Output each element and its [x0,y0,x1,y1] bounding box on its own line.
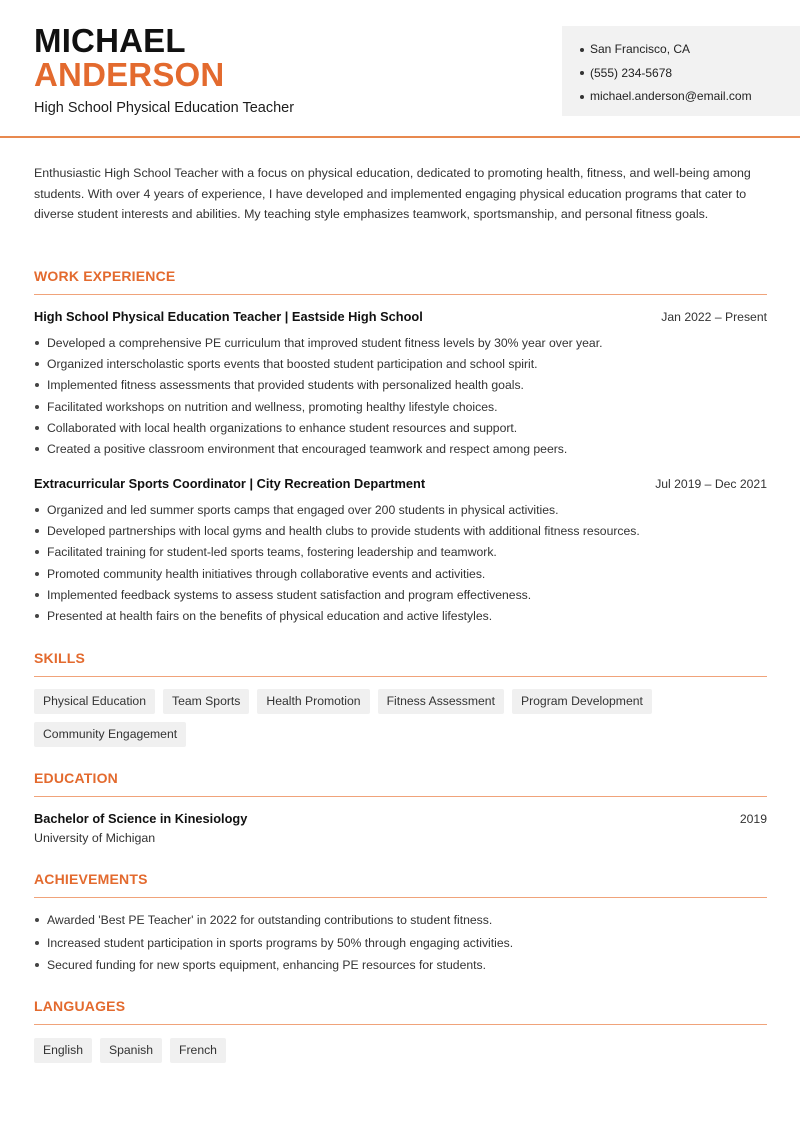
language-chip: Spanish [100,1038,162,1063]
list-item-text: Implemented feedback systems to assess student satisfaction and program effectiveness. [47,587,532,602]
education-header [34,811,767,826]
list-item-text: Presented at health fairs on the benefits of physical education and active lifestyles. [47,609,493,624]
list-item-text: Facilitated workshops on nutrition and wellness, promoting healthy lifestyle choices. [47,399,498,414]
bullet-icon [35,572,39,576]
bullet-icon [35,383,39,387]
list-item [34,954,774,977]
list-item-text: Promoted community health initiatives through collaborative events and activities. [47,566,486,581]
bullet-icon [35,918,39,922]
list-item-text: Organized interscholastic sports events that boosted student participation and school spirit. [47,356,538,371]
education-school: University of Michigan [34,831,156,845]
section-title-education: EDUCATION [34,770,118,786]
bullet-icon [35,550,39,554]
skill-chip: Fitness Assessment [378,689,504,714]
bullet-icon [35,963,39,967]
skill-chip: Physical Education [34,689,155,714]
list-item [34,605,774,626]
list-item-text: Organized and led summer sports camps that engaged over 200 students in physical activities. [47,502,559,517]
list-item-text: Developed partnerships with local gyms and health clubs to provide students with additional fitness resources. [47,523,640,538]
job-role: Extracurricular Sports Coordinator | City Recreation Department [34,476,426,491]
bullet-icon [35,447,39,451]
bullet-icon [35,941,39,945]
list-item-text: Secured funding for new sports equipment, enhancing PE resources for students. [47,958,487,973]
achievements-list [34,909,774,977]
list-item-text: Increased student participation in sports programs by 50% through engaging activities. [47,935,514,950]
bullet-icon [35,362,39,366]
bullet-icon [35,614,39,618]
list-item [34,332,774,353]
bullet-icon [35,508,39,512]
list-item [34,417,774,438]
bullet-icon [35,426,39,430]
list-item [34,353,774,374]
section-title-languages: LANGUAGES [34,998,126,1014]
list-item-text: Created a positive classroom environment that encouraged teamwork and respect among peers. [47,442,568,457]
resume-header [0,0,800,138]
first-name: MICHAEL [34,22,186,59]
section-divider [34,796,767,797]
list-item [34,909,774,932]
skill-chip: Community Engagement [34,722,186,747]
contact-location-text: San Francisco, CA [590,42,691,57]
list-item-text: Developed a comprehensive PE curriculum that improved student fitness levels by 30% year over year. [47,335,603,350]
job-role: High School Physical Education Teacher | Eastside High School [34,309,423,324]
education-year: 2019 [739,812,767,826]
job-header [34,476,767,491]
skill-chip: Team Sports [163,689,249,714]
list-item-text: Collaborated with local health organizations to enhance student resources and support. [47,420,518,435]
list-item [34,438,774,459]
list-item-text: Facilitated training for student-led sports teams, fostering leadership and teamwork. [47,545,497,560]
section-divider [34,294,767,295]
contact-list [580,38,752,109]
list-item [34,520,774,541]
contact-phone-text: (555) 234-5678 [590,65,673,80]
skill-chip: Health Promotion [257,689,369,714]
bullet-icon [35,341,39,345]
list-item [34,584,774,605]
skill-chip: Program Development [512,689,652,714]
section-divider [34,676,767,677]
contact-location [580,38,752,62]
contact-email-text: michael.anderson@email.com [590,89,752,104]
job-dates: Jan 2022 – Present [661,310,767,324]
list-item [34,375,774,396]
bullet-icon [35,405,39,409]
list-item [34,542,774,563]
job-bullets [34,332,774,460]
bullet-icon [580,95,584,99]
last-name: ANDERSON [34,56,225,93]
contact-email [580,85,752,109]
job-dates: Jul 2019 – Dec 2021 [655,477,767,491]
list-item [34,396,774,417]
education-degree: Bachelor of Science in Kinesiology [34,811,248,826]
bullet-icon [35,529,39,533]
skills-list [34,689,774,747]
section-title-work: WORK EXPERIENCE [34,268,176,284]
section-divider [34,1024,767,1025]
list-item-text: Awarded 'Best PE Teacher' in 2022 for outstanding contributions to student fitness. [47,913,493,928]
job-header [34,309,767,324]
contact-box [562,26,800,116]
list-item [34,499,774,520]
bullet-icon [35,593,39,597]
list-item [34,932,774,955]
job-bullets [34,499,774,627]
job-title: High School Physical Education Teacher [34,100,295,116]
language-chip: English [34,1038,92,1063]
section-divider [34,897,767,898]
list-item-text: Implemented fitness assessments that provided students with personalized health goals. [47,378,524,393]
section-title-achievements: ACHIEVEMENTS [34,871,148,887]
section-title-skills: SKILLS [34,650,85,666]
list-item [34,563,774,584]
name-block [34,24,224,92]
summary-paragraph: Enthusiastic High School Teacher with a focus on physical education, dedicated to promoting health, fitness, and well-being among students. With over 4 years of experience, I have developed and implemented engaging physical education programs that cater to diverse student interests and abilities. My teaching style emphasizes teamwork, sportsmanship, and personal fitness goals. [34,166,751,222]
languages-list [34,1038,774,1063]
contact-phone [580,62,752,86]
language-chip: French [170,1038,226,1063]
bullet-icon [580,71,584,75]
bullet-icon [580,48,584,52]
